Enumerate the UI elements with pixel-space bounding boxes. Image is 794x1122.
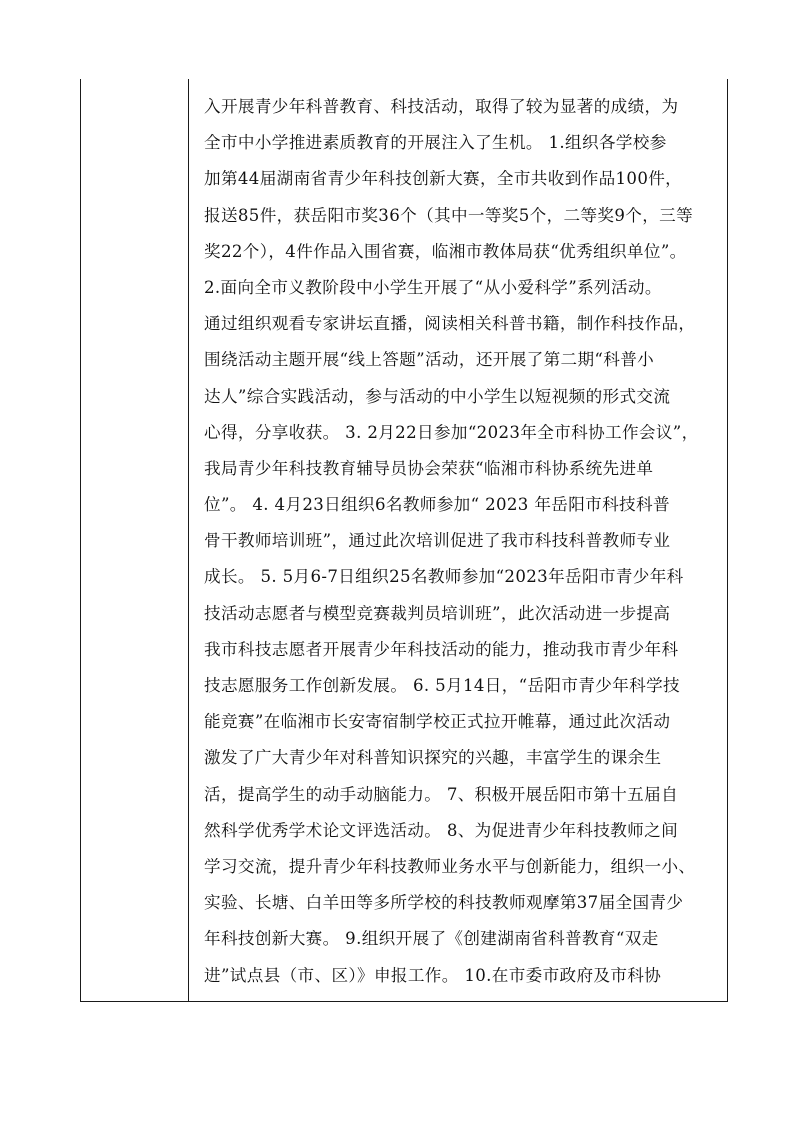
text-line: 年科技创新大赛。 9.组织开展了《创建湖南省科普教育“双走 bbox=[204, 929, 659, 949]
text-line: 活，提高学生的动手动脑能力。 7、积极开展岳阳市第十五届自 bbox=[204, 784, 679, 804]
text-line: 奖22个），4件作品入围省赛，临湘市教体局获“优秀组织单位”。 bbox=[204, 241, 687, 261]
text-line: 围绕活动主题开展“线上答题”活动，还开展了第二期“科普小 bbox=[204, 350, 655, 370]
text-line: 入开展青少年科普教育、科技活动，取得了较为显著的成绩，为 bbox=[204, 97, 679, 116]
text-line: 位”。 4. 4月23日组织6名教师参加“ 2023 年岳阳市科技科普 bbox=[204, 495, 670, 515]
text-line: 成长。 5. 5月6-7日组织25名教师参加“2023年岳阳市青少年科 bbox=[204, 567, 684, 587]
text-line: 报送85件，获岳阳市奖36个（其中一等奖5个，二等奖9个，三等 bbox=[204, 205, 694, 225]
table-label-cell bbox=[81, 79, 189, 1001]
text-line: 技活动志愿者与模型竞赛裁判员培训班”，此次活动进一步提高 bbox=[204, 603, 671, 623]
text-line: 实验、长塘、白羊田等多所学校的科技教师观摩第37届全国青少 bbox=[204, 893, 684, 913]
text-line: 通过组织观看专家讲坛直播，阅读相关科普书籍，制作科技作品， bbox=[204, 314, 696, 334]
text-line: 2.面向全市义教阶段中小学生开展了“从小爱科学”系列活动。 bbox=[204, 277, 662, 297]
text-line: 进”试点县（市、区）》申报工作。 10.在市委市政府及市科协 bbox=[204, 965, 662, 985]
text-line: 我局青少年科技教育辅导员协会荣获“临湘市科协系统先进单 bbox=[204, 458, 654, 478]
text-line: 然科学优秀学术论文评选活动。 8、为促进青少年科技教师之间 bbox=[204, 820, 679, 840]
text-line: 骨干教师培训班”，通过此次培训促进了我市科技科普教师专业 bbox=[204, 531, 671, 551]
text-line: 能竞赛”在临湘市长安寄宿制学校正式拉开帷幕，通过此次活动 bbox=[204, 712, 671, 732]
text-line: 学习交流，提升青少年科技教师业务水平与创新能力，组织一小、 bbox=[204, 856, 696, 876]
text-line: 激发了广大青少年对科普知识探究的兴趣，丰富学生的课余生 bbox=[204, 748, 662, 768]
text-line: 达人”综合实践活动，参与活动的中小学生以短视频的形式交流 bbox=[204, 386, 671, 406]
text-line: 心得，分享收获。 3. 2月22日参加“2023年全市科协工作会议”， bbox=[204, 422, 699, 442]
text-line: 技志愿服务工作创新发展。 6. 5月14日，“岳阳市青少年科学技 bbox=[204, 676, 680, 695]
table-content-cell bbox=[189, 79, 727, 1001]
report-table bbox=[80, 79, 728, 1002]
text-line: 全市中小学推进素质教育的开展注入了生机。 1.组织各学校参 bbox=[204, 133, 667, 153]
text-line: 加第44届湖南省青少年科技创新大赛，全市共收到作品100件， bbox=[204, 169, 683, 189]
text-line: 我市科技志愿者开展青少年科技活动的能力，推动我市青少年科 bbox=[204, 639, 679, 659]
